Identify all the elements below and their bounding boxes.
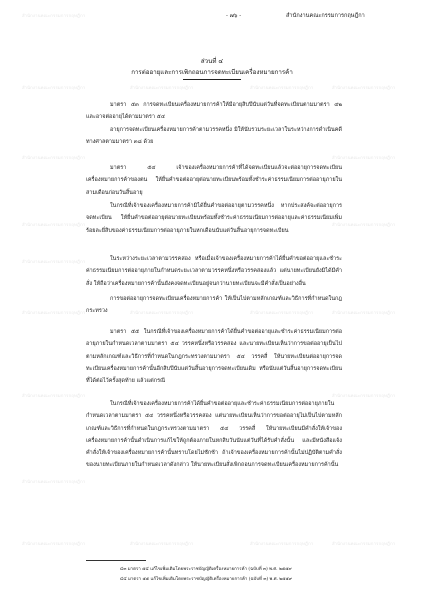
paragraph-section-53: มาตรา ๕๓ การจดทะเบียนเครื่องหมายการค้าให้มีอายุสิบปีนับแต่วันที่จดทะเบียนตามมาตรา ๔๒ และอาจต่ออายุได้ตามมาตรา ๕๔ (86, 102, 342, 121)
section-title: การต่ออายุและการเพิกถอนการจดทะเบียนเครื่องหมายการค้า (131, 69, 293, 76)
paragraph-section-54-3: ในระหว่างระยะเวลาตามวรรคสอง หรือเมื่อเจ้าของเครื่องหมายการค้าได้ยื่นคำขอต่ออายุและชำระค่าธรรมเนียมการต่ออายุภายในกำหนดระยะเวลาตามวรรคหนึ่งหรือวรรคสองแล้ว แต่นายทะเบียนยังมิได้มีคำสั่ง ให้ถือว่าเครื่องหมายการค้านั้นยังคงจดทะเบียนอยู่จนกว่านายทะเบียนจะมีคำสั่งเป็นอย่างอื่น (86, 256, 342, 287)
watermark: สำนักงานคณะกรรมการกฤษฎีกา (22, 310, 86, 315)
watermark: สำนักงานคณะกรรมการกฤษฎีกา (130, 310, 194, 315)
watermark: สำนักงานคณะกรรมการกฤษฎีกา (22, 222, 86, 227)
footnote-43: ๔๓ มาตรา ๕๔ แก้ไขเพิ่มเติมโดยพระราชบัญญัติเครื่องหมายการค้า (ฉบับที่ ๓) พ.ศ. ๒๕๕๙ (120, 567, 292, 572)
section-number: ส่วนที่ ๔ (200, 58, 224, 65)
page-number: - ๗๖ - (226, 13, 242, 19)
title-underline (183, 79, 241, 80)
watermark: สำนักงานคณะกรรมการกฤษฎีกา (22, 259, 86, 264)
watermark: สำนักงานคณะกรรมการกฤษฎีกา (130, 541, 194, 546)
watermark: สำนักงานคณะกรรมการกฤษฎีกา (250, 541, 314, 546)
paragraph-section-53-2: อายุการจดทะเบียนเครื่องหมายการค้าตามวรรคหนึ่ง มิให้นับรวมระยะเวลาในระหว่างการดำเนินคดีทางศาลตามมาตรา ๓๘ ด้วย (86, 127, 342, 146)
watermark: สำนักงานคณะกรรมการกฤษฎีกา (250, 310, 314, 315)
watermark: สำนักงานคณะกรรมการกฤษฎีกา (22, 393, 86, 398)
watermark: สำนักงานคณะกรรมการกฤษฎีกา (332, 541, 396, 546)
watermark: สำนักงานคณะกรรมการกฤษฎีกา (250, 85, 314, 90)
paragraph-section-54-4: การขอต่ออายุการจดทะเบียนเครื่องหมายการค้า ให้เป็นไปตามหลักเกณฑ์และวิธีการที่กำหนดในกฎกระทรวง (86, 296, 342, 315)
footnote-rule (86, 560, 146, 561)
watermark: สำนักงานคณะกรรมการกฤษฎีกา (22, 541, 86, 546)
paragraph-section-54: มาตรา ๕๔ เจ้าของเครื่องหมายการค้าที่ได้จดทะเบียนแล้วจะต่ออายุการจดทะเบียนเครื่องหมายการค้าของตน ให้ยื่นคำขอต่ออายุต่อนายทะเบียนพร้อมทั้งชำระค่าธรรมเนียมการต่ออายุภายในสามเดือนก่อนวันสิ้นอายุ (86, 165, 342, 196)
watermark: สำนักงานคณะกรรมการกฤษฎีกา (22, 13, 86, 18)
watermark: สำนักงานคณะกรรมการกฤษฎีกา (332, 155, 396, 160)
watermark: สำนักงานคณะกรรมการกฤษฎีกา (332, 310, 396, 315)
paragraph-section-54-2: ในกรณีที่เจ้าของเครื่องหมายการค้ามิได้ยื่นคำขอต่ออายุตามวรรคหนึ่ง หากประสงค์จะต่ออายุการจดทะเบียน ให้ยื่นคำขอต่ออายุต่อนายทะเบียนพร้อมทั้งชำระค่าธรรมเนียมการต่ออายุและค่าธรรมเนียมเพิ่มร้อยละยี่สิบของค่าธรรมเนียมการต่ออายุภายในหกเดือนนับแต่วันสิ้นอายุการจดทะเบียน (86, 203, 342, 234)
watermark: สำนักงานคณะกรรมการกฤษฎีกา (332, 222, 396, 227)
paragraph-section-55-2: ในกรณีที่เจ้าของเครื่องหมายการค้าได้ยื่นคำขอต่ออายุและชำระค่าธรรมเนียมการต่ออายุภายในกำหนดเวลาตามมาตรา ๕๔ วรรคหนึ่งหรือวรรคสอง แต่นายทะเบียนเห็นว่าการขอต่ออายุไม่เป็นไปตามหลักเกณฑ์และวิธีการที่กำหนดในกฎกระทรวงตามมาตรา ๕๔ วรรคสี่ ให้นายทะเบียนมีคำสั่งให้เจ้าของเครื่องหมายการค้านั้นดำเนินการแก้ไขให้ถูกต้องภายในหกสิบวันนับแต่วันที่ได้รับคำสั่งนั้น และมีหนังสือแจ้งคำสั่งให้เจ้าของเครื่องหมายการค้านั้นทราบโดยไม่ชักช้า ถ้าเจ้าของเครื่องหมายการค้านั้นไม่ปฏิบัติตามคำสั่งของนายทะเบียนภายในกำหนดเวลาดังกล่าว ให้นายทะเบียนสั่งเพิกถอนการจดทะเบียนเครื่องหมายการค้านั้น (86, 401, 342, 469)
footnote-44: ๔๔ มาตรา ๕๕ แก้ไขเพิ่มเติมโดยพระราชบัญญัติเครื่องหมายการค้า (ฉบับที่ ๓) พ.ศ. ๒๕๕๙ (120, 577, 293, 582)
watermark: สำนักงานคณะกรรมการกฤษฎีกา (332, 393, 396, 398)
watermark: สำนักงานคณะกรรมการกฤษฎีกา (22, 85, 86, 90)
watermark: สำนักงานคณะกรรมการกฤษฎีกา (22, 479, 86, 484)
watermark: สำนักงานคณะกรรมการกฤษฎีกา (22, 155, 86, 160)
paragraph-section-55: มาตรา ๕๕ ในกรณีที่เจ้าของเครื่องหมายการค้าได้ยื่นคำขอต่ออายุและชำระค่าธรรมเนียมการต่ออายุภายในกำหนดเวลาตามมาตรา ๕๔ วรรคหนึ่งหรือวรรคสอง และนายทะเบียนเห็นว่าการขอต่ออายุเป็นไปตามหลักเกณฑ์และวิธีการที่กำหนดในกฎกระทรวงตามมาตรา ๕๔ วรรคสี่ ให้นายทะเบียนต่ออายุการจดทะเบียนเครื่องหมายการค้านั้นอีกสิบปีนับแต่วันสิ้นอายุการจดทะเบียนเดิม หรือนับแต่วันสิ้นอายุการจดทะเบียนที่ได้ต่อไว้ครั้งสุดท้าย แล้วแต่กรณี (86, 329, 342, 385)
office-name: สำนักงานคณะกรรมการกฤษฎีกา (286, 13, 365, 19)
watermark: สำนักงานคณะกรรมการกฤษฎีกา (332, 85, 396, 90)
watermark: สำนักงานคณะกรรมการกฤษฎีกา (130, 85, 194, 90)
